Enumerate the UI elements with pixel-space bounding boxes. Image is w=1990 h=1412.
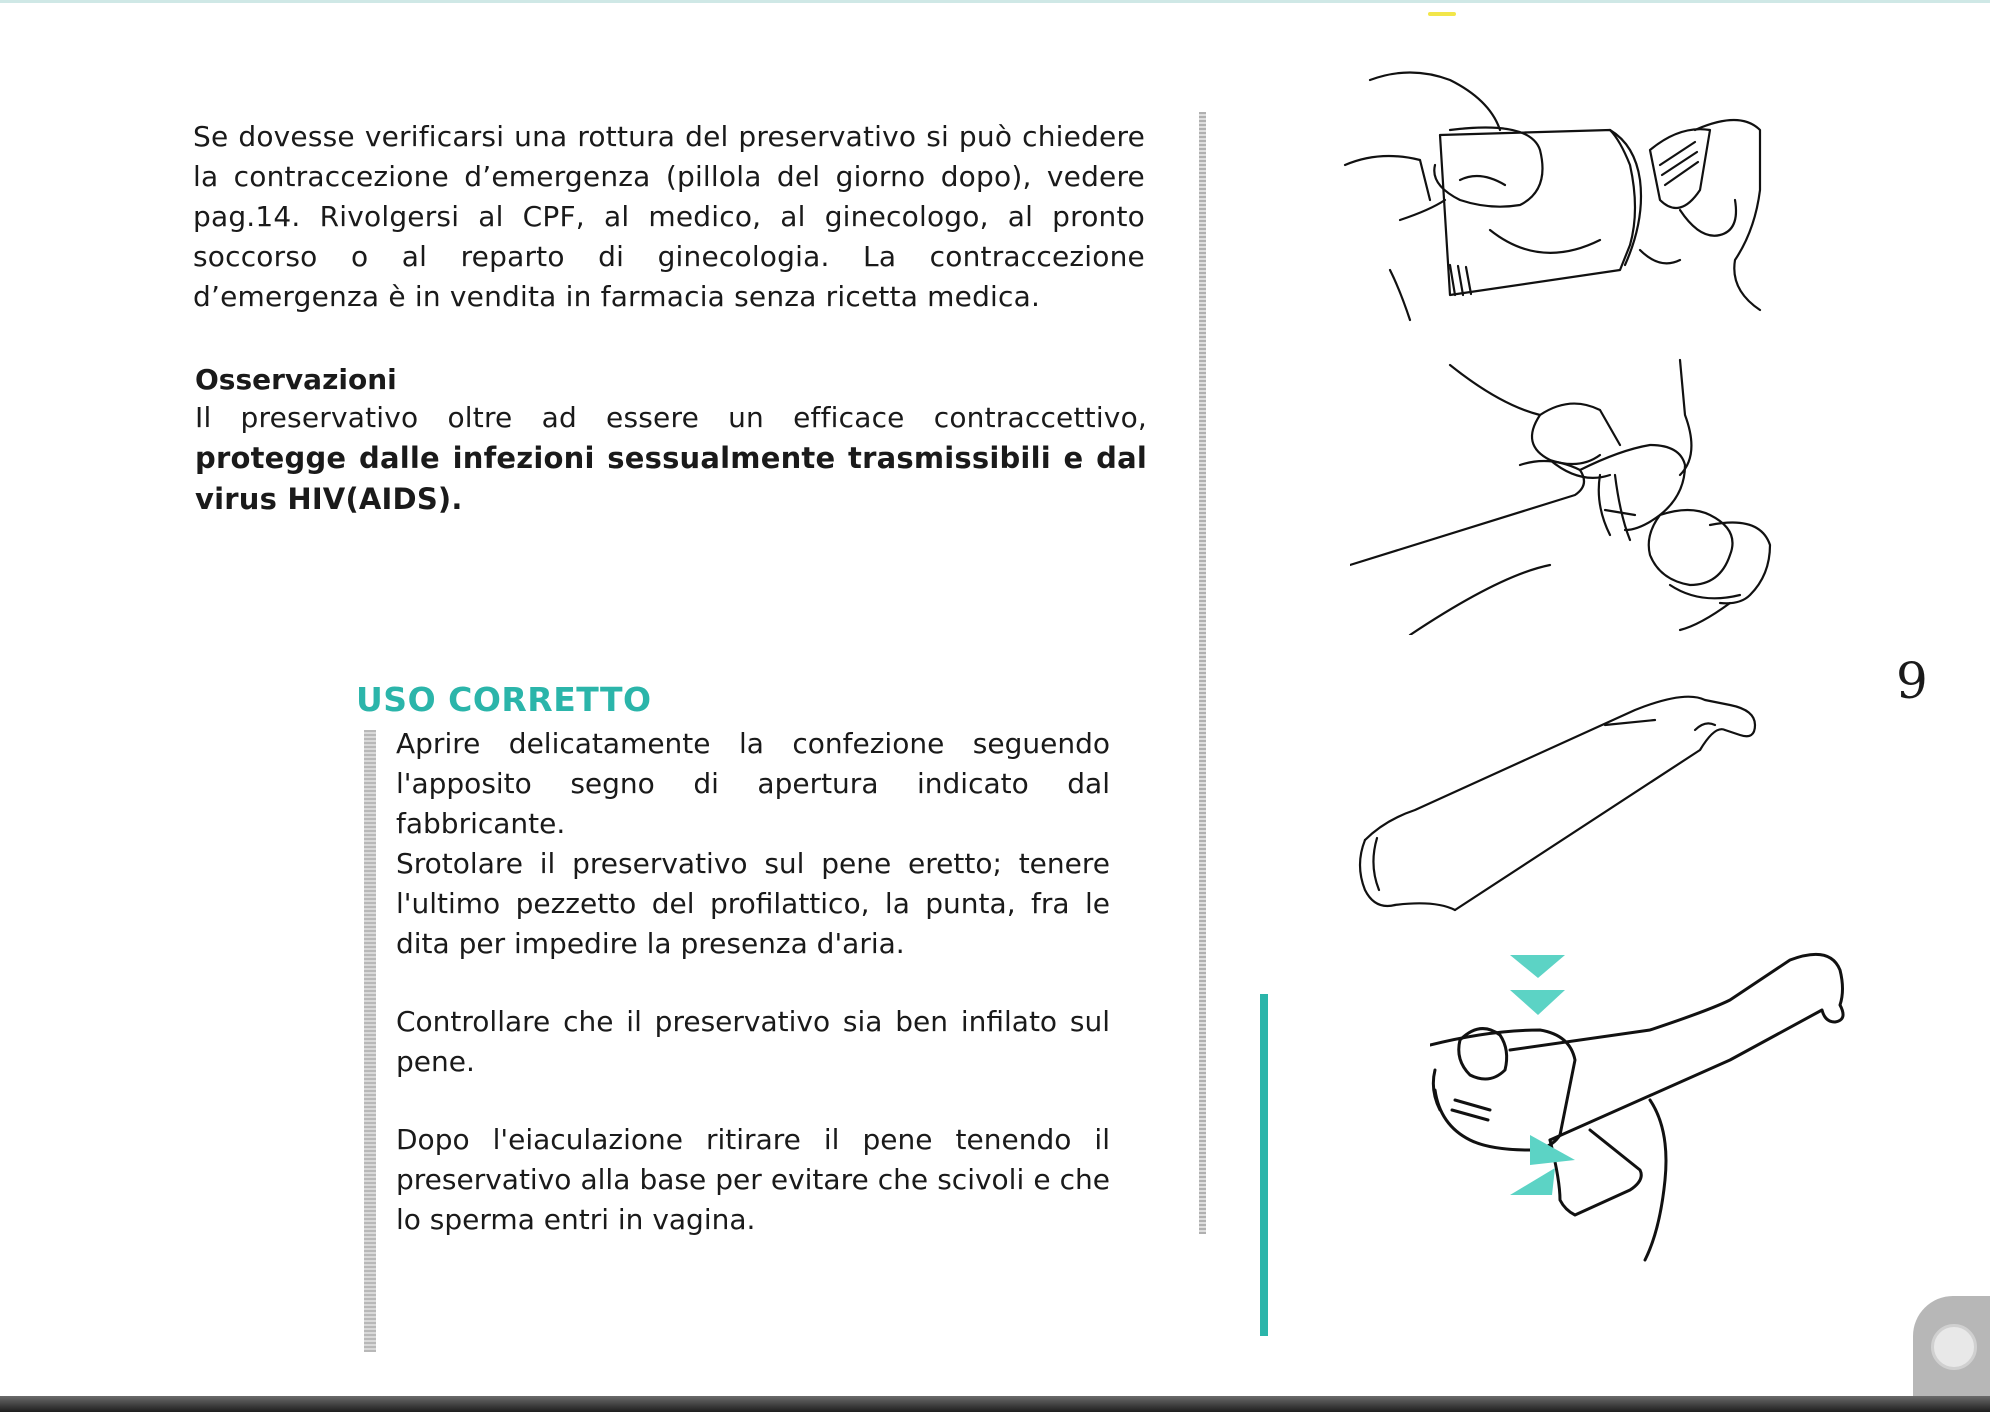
step-3: Controllare che il preservativo sia ben infilato sul pene. — [396, 1005, 1110, 1078]
column-divider — [1199, 112, 1206, 1234]
opening-package-illustration — [1340, 70, 1820, 330]
section-title: USO CORRETTO — [356, 680, 652, 719]
bottom-edge — [0, 1396, 1990, 1412]
unrolled-condom-illustration — [1355, 680, 1815, 930]
holding-base-illustration — [1430, 950, 1850, 1270]
observations-text — [195, 398, 1147, 520]
intro-paragraph: Se dovesse verificarsi una rottura del preservativo si può chiedere la contraccezione d’emergenza (pillola del giorno dopo), vedere pag.14. Rivolgersi al CPF, al medico, al ginecologo, al pronto soccorso o al reparto di ginecologia. La contraccezione d’emergenza è in vendita in farmacia senza ricetta medica. — [193, 120, 1145, 313]
step-1: Aprire delicatamente la confezione seguendo l'apposito segno di apertura indicato dal fabbricante. — [396, 727, 1110, 840]
observations-text-plain: Il preservativo oltre ad essere un efficace contraccettivo, — [195, 401, 1147, 434]
page-number: 9 — [1896, 652, 1928, 710]
observations-title: Osservazioni — [195, 363, 397, 396]
corner-ring — [1931, 1324, 1977, 1370]
section-side-bar — [364, 730, 376, 1352]
step-2: Srotolare il preservativo sul pene eretto; tenere l'ultimo pezzetto del profilattico, la punta, fra le dita per impedire la presenza d'aria. — [396, 847, 1110, 960]
scan-mark — [1428, 12, 1456, 16]
pinching-tip-illustration — [1350, 355, 1810, 635]
top-edge — [0, 0, 1990, 3]
observations-text-bold: protegge dalle infezioni sessualmente trasmissibili e dal virus HIV(AIDS). — [195, 441, 1147, 516]
step-4: Dopo l'eiaculazione ritirare il pene tenendo il preservativo alla base per evitare che scivoli e che lo sperma entri in vagina. — [396, 1123, 1110, 1236]
accent-bar — [1260, 994, 1268, 1336]
corner-mark — [1913, 1296, 1990, 1396]
